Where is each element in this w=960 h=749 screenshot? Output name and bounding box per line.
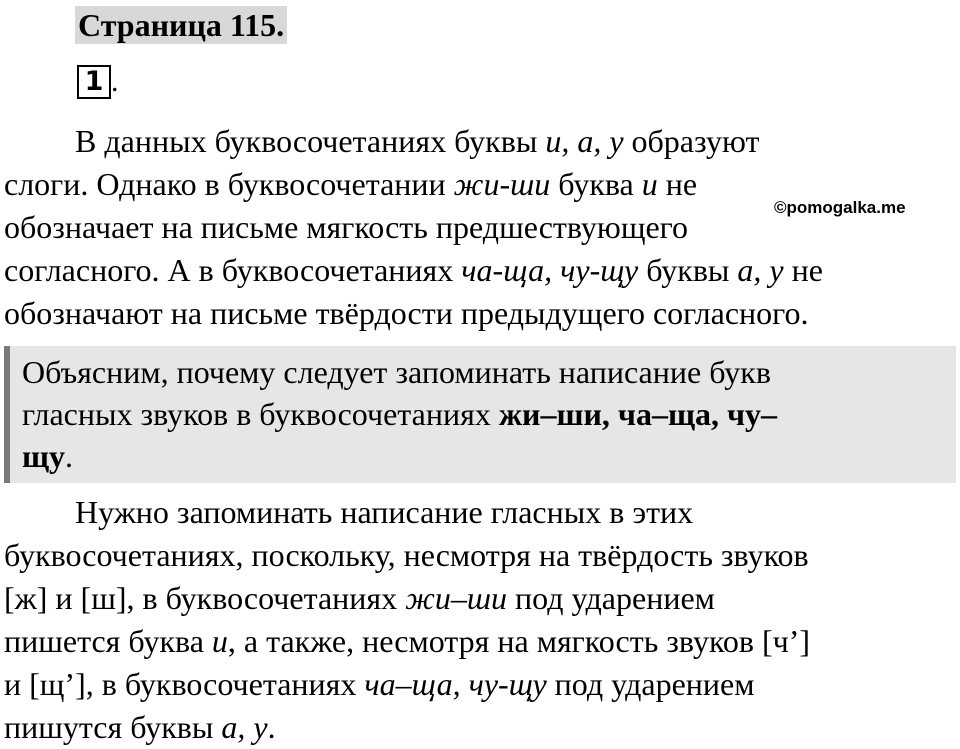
answer-paragraph-1 [4, 120, 956, 335]
italic-text: и, а, у [545, 123, 624, 159]
question-line: гласных звуков в буквосочетаниях жи–ши, ча–ща, чу– [22, 396, 778, 432]
question-callout [4, 346, 956, 483]
paragraph-line: В данных буквосочетаниях буквы и, а, у образуют [75, 123, 760, 159]
italic-text: жи–ши [405, 580, 508, 616]
paragraph-line: пишутся буквы а, у. [4, 709, 276, 745]
paragraph-line: [ж] и [ш], в буквосочетаниях жи–ши под ударением [4, 580, 715, 616]
paragraph-line: обозначает на письме мягкость предшествующего [4, 209, 688, 245]
italic-text: и [211, 623, 228, 659]
italic-text: а, у [221, 709, 268, 745]
watermark: ©pomogalka.me [774, 198, 906, 217]
page-title: Страница 115. [75, 6, 287, 44]
question-line: щу. [22, 438, 74, 474]
italic-text: ча–ща, чу-щу [364, 666, 547, 702]
paragraph-line: Нужно запоминать написание гласных в этих [75, 494, 694, 530]
paragraph-line: пишется буква и, а также, несмотря на мягкость звуков [ч’] [4, 623, 811, 659]
italic-text: а, у [737, 252, 784, 288]
task-number-dot: . [111, 65, 119, 98]
answer-paragraph-2 [4, 491, 956, 749]
paragraph-line: согласного. А в буквосочетаниях ча-ща, чу-щу буквы а, у не [4, 252, 823, 288]
italic-text: и [641, 166, 658, 202]
task-number [77, 65, 119, 99]
task-number-box: 1 [77, 65, 111, 99]
paragraph-line: и [щ’], в буквосочетаниях ча–ща, чу-щу под ударением [4, 666, 755, 702]
question-line: Объясним, почему следует запоминать написание букв [22, 354, 771, 390]
paragraph-line: обозначают на письме твёрдости предыдущего согласного. [4, 295, 809, 331]
bold-text: щу [22, 438, 66, 474]
paragraph-line: слоги. Однако в буквосочетании жи-ши буква и не [4, 166, 698, 202]
paragraph-line: буквосочетаниях, поскольку, несмотря на твёрдость звуков [4, 537, 809, 573]
bold-text: жи–ши, ча–ща, чу– [498, 396, 778, 432]
italic-text: ча-ща, чу-щу [461, 252, 639, 288]
italic-text: жи-ши [453, 166, 551, 202]
